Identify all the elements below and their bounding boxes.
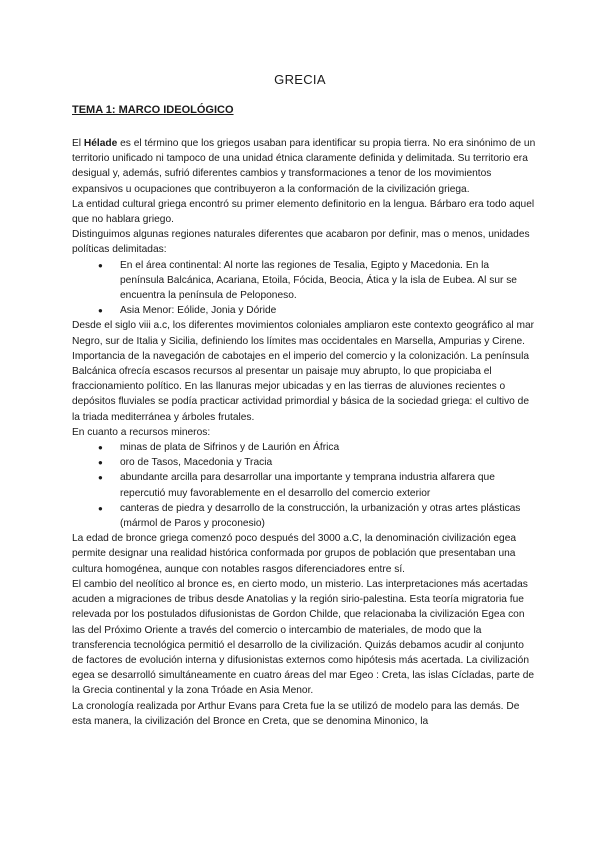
- document-body: [72, 136, 536, 729]
- paragraph-bronce: La edad de bronce griega comenzó poco después del 3000 a.C, la denominación civilización egea permite designar una realidad histórica conformada por grupos de población que presentaban una cultura homogénea, aunque con notables rasgos diferenciadores entre sí.: [72, 533, 517, 575]
- paragraph-mineros: En cuanto a recursos mineros:: [72, 426, 211, 438]
- section-heading: TEMA 1: MARCO IDEOLÓGICO: [72, 104, 234, 116]
- list-item: ● abundante arcilla para desarrollar una importante y temprana industria alfarera que repercutió muy favorablemente en el desarrollo del comercio exterior: [108, 470, 536, 500]
- list-item: ● minas de plata de Sifrinos y de Laurión en África: [108, 440, 536, 455]
- paragraph-navegacion: Importancia de la navegación de cabotajes en el imperio del comercio y la colonización. La península Balcánica ofrecía escasos recursos al presentar un paisaje muy abrupto, lo que propiciaba el fraccionamiento político. En las llanuras mejor ubicadas y en las tierras de aluviones recientes o depósitos fluviales se podía practicar actividad primordial y básica de la sociedad griega: el cultivo de la triada mediterránea y árboles frutales.: [72, 350, 530, 423]
- paragraph-lengua: La entidad cultural griega encontró su primer elemento definitorio en la lengua. Bárbaro era todo aquel que no hablara griego.: [72, 198, 535, 226]
- paragraph-neolitico: El cambio del neolítico al bronce es, en cierto modo, un misterio. Las interpretaciones más acertadas acuden a migraciones de tribus desde Anatolias y la región sirio-palestina. Esta teoría migratoria fue relevada por los postulados difusionistas de Gordon Childe, que relacionaba la civilización Egea con las del Próximo Oriente a través del comercio o intercambio de materiales, de modo que la transferencia tecnológica permitió el desarrollo de la civilización. Quizás debamos acudir al conjunto de factores de evolución interna y difusionistas externos como hipótesis más acertada. La civilización egea se desarrolló simultáneamente en cuatro áreas del mar Egeo : Creta, las islas Cícladas, parte de la Grecia continental y la zona Tróade en Asia Menor.: [72, 578, 535, 697]
- paragraph-cronologia: La cronología realizada por Arthur Evans para Creta fue la se utilizó de modelo para las demás. De esta manera, la civilización del Bronce en Creta, que se denomina Minonico, la: [72, 700, 520, 727]
- list-item: ● oro de Tasos, Macedonia y Tracia: [108, 455, 536, 470]
- bold-term: Hélade: [83, 138, 118, 149]
- list-item: ● canteras de piedra y desarrollo de la construcción, la urbanización y otras artes plásticas (mármol de Paros y proconesio): [108, 501, 536, 531]
- regions-list: [72, 258, 536, 319]
- paragraph-regiones: Distinguimos algunas regiones naturales diferentes que acabaron por definir, mas o menos, unidades políticas delimitadas:: [72, 229, 530, 256]
- list-item: ● Asia Menor: Eólide, Jonia y Dóride: [108, 303, 536, 318]
- paragraph-colonial: Desde el siglo viii a.c, los diferentes movimientos coloniales ampliaron este contexto geográfico al mar Negro, sur de Italia y Sicilia, definiendo los límites mas occidentales en Marsella, Ampurias y Cirene.: [72, 320, 535, 347]
- paragraph-helade: El Hélade es el término que los griegos usaban para identificar su propia tierra. No era sinónimo de un territorio unificado ni tampoco de una unidad étnica claramente definida y delimitada. Su territorio era desigual y, además, sufrió diferentes cambios y transformaciones a tenor de los movimientos expansivos u ocupaciones que contribuyeron a la conformación de la civilización griega.: [72, 138, 536, 195]
- list-item: ● En el área continental: Al norte las regiones de Tesalia, Egipto y Macedonia. En la península Balcánica, Acariana, Etoila, Fócida, Beocia, Ática y la isla de Eubea. Al sur se encuentra la península de Peloponeso.: [108, 258, 536, 304]
- resources-list: [72, 440, 536, 531]
- page-title: GRECIA: [274, 72, 326, 87]
